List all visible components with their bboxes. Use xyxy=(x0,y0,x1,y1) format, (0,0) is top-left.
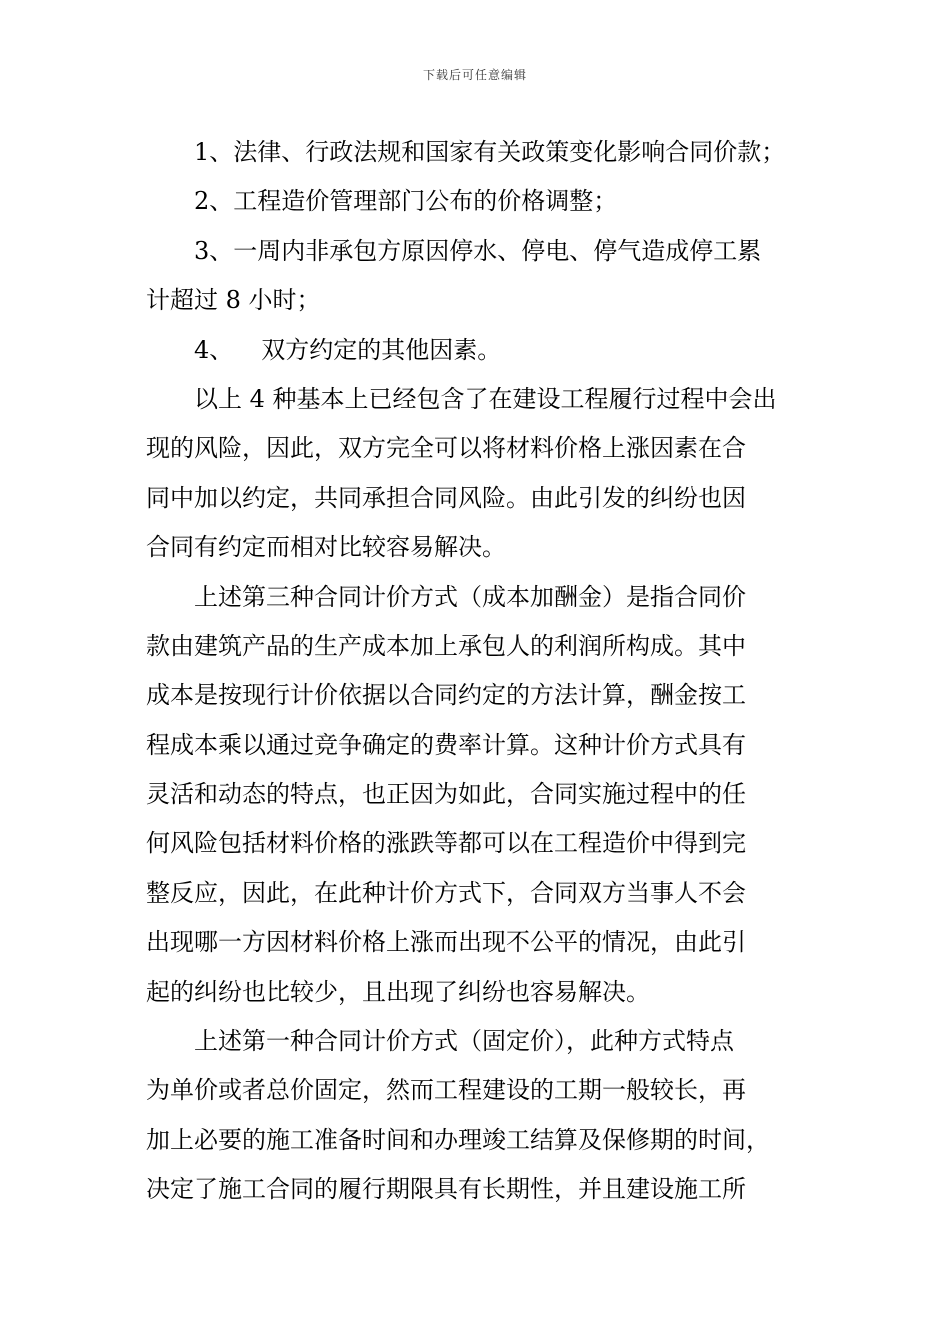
paragraph-2-line: 起的纠纷也比较少，且出现了纠纷也容易解决。 xyxy=(146,977,650,1006)
paragraph-2-line: 上述第三种合同计价方式（成本加酬金）是指合同价 xyxy=(194,582,746,611)
paragraph-3-line: 上述第一种合同计价方式（固定价），此种方式特点 xyxy=(194,1027,734,1056)
paragraph-1-line: 以上 4 种基本上已经包含了在建设工程履行过程中会出 xyxy=(194,384,777,413)
paragraph-2-line: 整反应，因此，在此种计价方式下，合同双方当事人不会 xyxy=(146,878,746,907)
list-item-4-text: 双方约定的其他因素。 xyxy=(261,335,502,364)
list-item-3: 3、一周内非承包方原因停水、停电、停气造成停工累 xyxy=(194,236,762,265)
paragraph-3-line: 为单价或者总价固定，然而工程建设的工期一般较长，再 xyxy=(146,1076,746,1105)
paragraph-3-line: 加上必要的施工准备时间和办理竣工结算及保修期的时间， xyxy=(146,1125,770,1154)
paragraph-2-line: 程成本乘以通过竞争确定的费率计算。这种计价方式具有 xyxy=(146,730,746,759)
paragraph-2-line: 何风险包括材料价格的涨跌等都可以在工程造价中得到完 xyxy=(146,829,746,858)
paragraph-2-line: 成本是按现行计价依据以合同约定的方法计算，酬金按工 xyxy=(146,681,746,710)
page-header-note: 下载后可任意编辑 xyxy=(422,68,527,82)
paragraph-2-line: 出现哪一方因材料价格上涨而出现不公平的情况，由此引 xyxy=(146,928,746,957)
paragraph-1-line: 同中加以约定，共同承担合同风险。由此引发的纠纷也因 xyxy=(146,483,746,512)
list-item-2: 2、工程造价管理部门公布的价格调整； xyxy=(194,187,618,216)
paragraph-1-line: 合同有约定而相对比较容易解决。 xyxy=(146,533,506,562)
list-item-3-continuation: 计超过 8 小时； xyxy=(146,286,321,315)
paragraph-3-line: 决定了施工合同的履行期限具有长期性，并且建设施工所 xyxy=(146,1175,746,1204)
list-item-4 xyxy=(146,326,808,375)
paragraph-1-line: 现的风险，因此，双方完全可以将材料价格上涨因素在合 xyxy=(146,434,746,463)
paragraph-2-line: 款由建筑产品的生产成本加上承包人的利润所构成。其中 xyxy=(146,631,746,660)
document-body xyxy=(146,128,808,1215)
paragraph-2-line: 灵活和动态的特点，也正因为如此，合同实施过程中的任 xyxy=(146,780,746,809)
list-item-1: 1、法律、行政法规和国家有关政策变化影响合同价款； xyxy=(194,138,786,166)
list-item-4-number: 4、 xyxy=(194,335,234,364)
